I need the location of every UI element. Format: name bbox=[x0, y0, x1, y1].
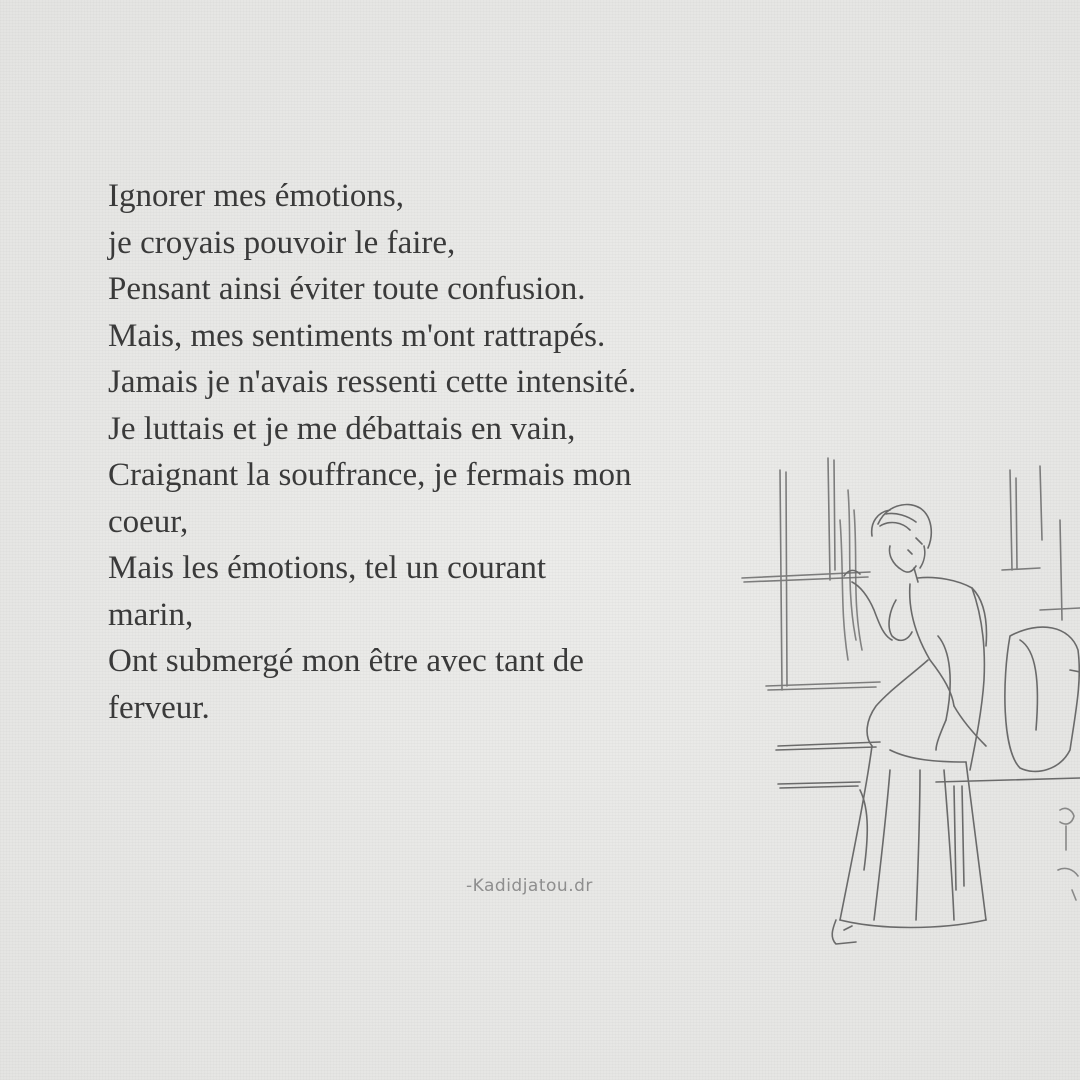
poem-line: coeur, bbox=[108, 503, 189, 540]
poem-line: Pensant ainsi éviter toute confusion. bbox=[108, 271, 586, 307]
poem-line: Ignorer mes émotions, bbox=[108, 178, 405, 214]
poem-line: je croyais pouvoir le faire, bbox=[108, 224, 456, 261]
poem-line: marin, bbox=[108, 596, 194, 633]
woman-seated-by-window-sketch-icon bbox=[740, 450, 1080, 980]
woman-head bbox=[872, 505, 932, 582]
poem-line: Je luttais et je me débattais en vain, bbox=[108, 410, 576, 447]
poem bbox=[108, 173, 768, 731]
poem-line: Jamais je n'avais ressenti cette intensité. bbox=[108, 364, 637, 400]
cushion bbox=[1005, 627, 1079, 771]
author-signature: -Kadidjatou.dr bbox=[466, 876, 593, 896]
poem-line: Craignant la souffrance, je fermais mon bbox=[108, 457, 632, 493]
woman-body bbox=[832, 570, 986, 944]
flower-sketch bbox=[1058, 808, 1078, 900]
bench bbox=[776, 742, 1080, 890]
poem-line: Mais, mes sentiments m'ont rattrapés. bbox=[108, 317, 606, 354]
poem-line: Ont submergé mon être avec tant de bbox=[108, 643, 584, 679]
poem-line: ferveur. bbox=[108, 689, 210, 726]
poem-line: Mais les émotions, tel un courant bbox=[108, 550, 547, 586]
curtain bbox=[840, 490, 862, 660]
window-frame bbox=[742, 458, 1080, 690]
